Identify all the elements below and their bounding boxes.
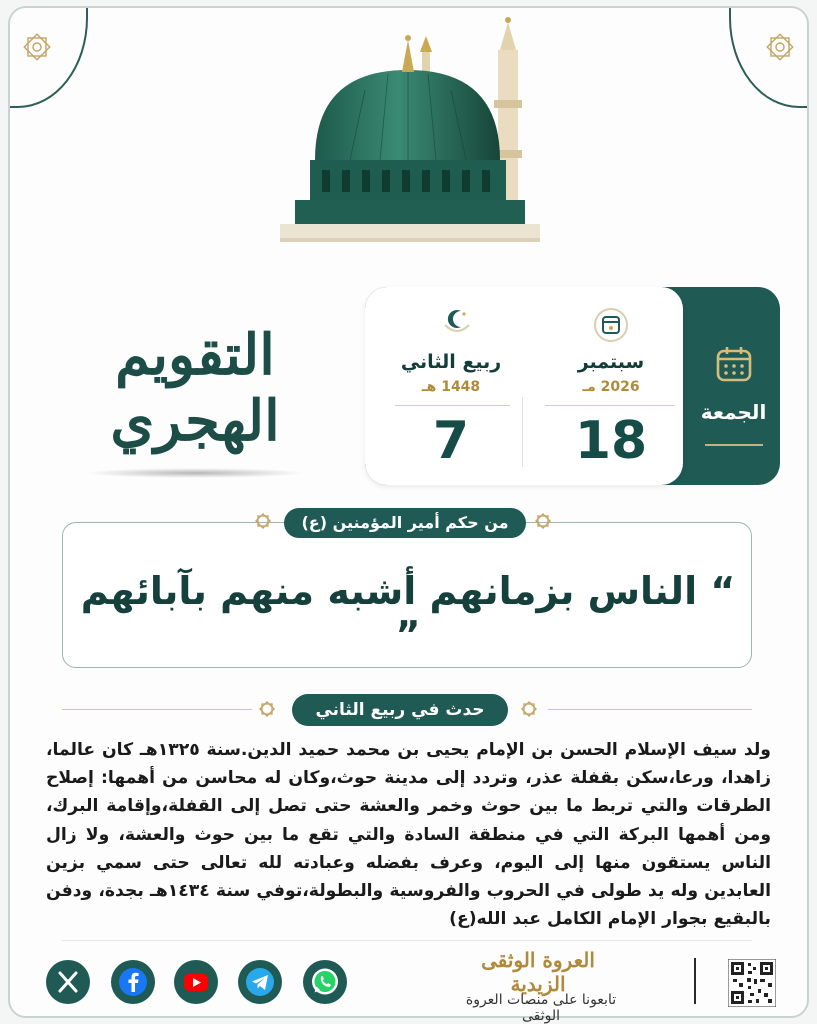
follow-caption: تابعونا على منصات العروة الوثقى bbox=[465, 992, 617, 1024]
telegram-icon[interactable] bbox=[237, 959, 283, 1005]
divider bbox=[694, 958, 696, 1004]
green-dome-illustration bbox=[250, 10, 570, 255]
hijri-year: 1448 هـ bbox=[421, 379, 481, 395]
qr-code-icon[interactable] bbox=[728, 959, 776, 1007]
ornament-icon bbox=[520, 700, 538, 718]
hijri-day: 7 bbox=[432, 411, 470, 471]
event-body: ولد سيف الإسلام الحسن بن الإمام يحيى بن محمد حميد الدين.سنة ١٣٢٥هـ كان عالما، زاهدا، ورعا،سكن بقفلة عذر، وتردد إلى مدينة حوث،وكان له محاسن من أهمها: إصلاح الطرقات والتي تربط ما بين حوث وخمر والعشة حتى تصل إلى القفلة،وإقامة البرك، ومن أهمها البركة التي في منطقة السادة والتي تقع ما بين حوث والعشة، ولا زال الناس يستقون منها إلى اليوم، وعرف بفضله وعبادته لله تعالى حتى سمي بزين العابدين وله يد طولى في الحروب والفروسية والبطولة،توفي سنة ١٤٣٤هـ بجدة، ودفن بالبقيع بجوار الإمام الكامل عبد الله(ع) bbox=[46, 740, 771, 930]
gregorian-month: سبتمبر bbox=[577, 351, 645, 373]
youtube-icon[interactable] bbox=[173, 959, 219, 1005]
hijri-month: ربيع الثاني bbox=[400, 351, 502, 373]
quote-text: “ الناس بزمانهم أشبه منهم بآبائهم ” bbox=[80, 569, 736, 657]
calendar-clock-icon bbox=[593, 307, 629, 343]
divider bbox=[62, 940, 752, 941]
divider bbox=[548, 709, 752, 710]
divider bbox=[522, 397, 523, 467]
title-calligraphy bbox=[45, 322, 345, 478]
star-ornament-icon bbox=[763, 30, 797, 64]
divider bbox=[395, 405, 510, 406]
ornament-icon bbox=[258, 700, 276, 718]
gregorian-day: 18 bbox=[574, 411, 648, 471]
gregorian-year: 2026 مـ bbox=[582, 379, 640, 395]
divider bbox=[705, 444, 763, 446]
ornament-icon bbox=[254, 512, 272, 530]
star-ornament-icon bbox=[20, 30, 54, 64]
page-title: التقويم الهجري bbox=[110, 322, 280, 454]
divider bbox=[62, 709, 252, 710]
x-icon[interactable] bbox=[45, 959, 91, 1005]
brand-logo-text: العروة الوثقى الزيدية bbox=[481, 948, 595, 996]
divider bbox=[545, 405, 675, 406]
quote-box bbox=[62, 522, 752, 668]
ornament-icon bbox=[534, 512, 552, 530]
quote-label: من حكم أمير المؤمنين (ع) bbox=[284, 508, 526, 538]
date-card bbox=[365, 287, 780, 485]
crescent-moon-icon bbox=[437, 303, 477, 339]
title-shadow bbox=[85, 468, 305, 478]
calendar-icon bbox=[715, 345, 753, 383]
date-panel bbox=[365, 287, 683, 485]
event-label: حدث في ربيع الثاني bbox=[292, 694, 508, 726]
whatsapp-icon[interactable] bbox=[302, 959, 348, 1005]
facebook-icon[interactable] bbox=[110, 959, 156, 1005]
brand-logo bbox=[468, 948, 608, 996]
day-panel bbox=[687, 287, 780, 485]
day-name: الجمعة bbox=[700, 400, 767, 424]
